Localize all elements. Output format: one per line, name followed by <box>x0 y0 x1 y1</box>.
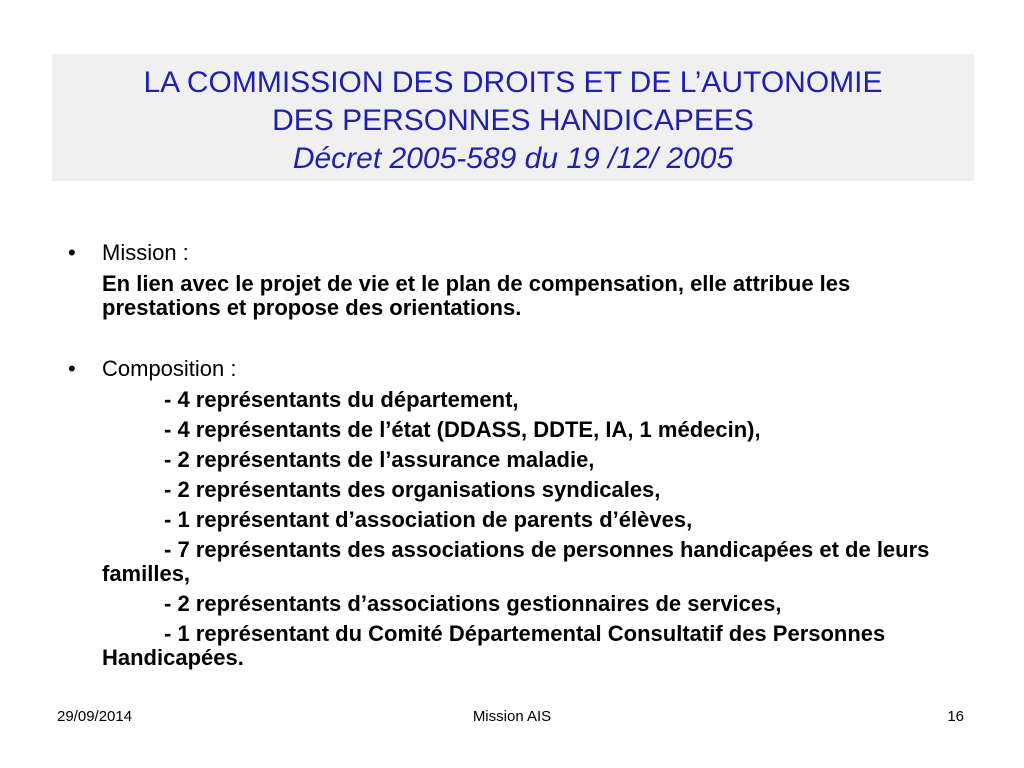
list-item: - 1 représentant du Comité Départemental Consultatif des Personnes Handicapées. <box>102 621 886 670</box>
footer-page-number: 16 <box>947 708 964 725</box>
list-item: - 7 représentants des associations de personnes handicapées et de leurs familles, <box>102 537 930 586</box>
mission-bullet <box>62 240 962 266</box>
composition-bullet <box>62 356 962 382</box>
list-item: - 2 représentants d’associations gestionnaires de services, <box>164 591 782 616</box>
slide-subtitle-decree: Décret 2005-589 du 19 /12/ 2005 <box>292 142 734 175</box>
slide-title-line-2: DES PERSONNES HANDICAPEES <box>272 104 754 137</box>
list-item: - 4 représentants de l’état (DDASS, DDTE, IA, 1 médecin), <box>164 417 761 442</box>
composition-heading: Composition : <box>102 356 237 381</box>
bullet-dot-icon: • <box>68 240 76 265</box>
bullet-dot-icon: • <box>68 356 76 381</box>
composition-list <box>62 388 962 670</box>
list-item: - 2 représentants des organisations syndicales, <box>164 477 661 502</box>
footer-date: 29/09/2014 <box>57 708 133 725</box>
mission-text: En lien avec le projet de vie et le plan de compensation, elle attribue les prestations et propose des orientations. <box>102 271 851 320</box>
slide-title-box <box>52 54 974 181</box>
slide-content <box>62 240 962 670</box>
list-item: - 4 représentants du département, <box>164 387 519 412</box>
mission-heading: Mission : <box>102 240 189 265</box>
list-item: - 1 représentant d’association de parents d’élèves, <box>164 507 693 532</box>
list-item: - 2 représentants de l’assurance maladie, <box>164 447 595 472</box>
slide-title-line-1: LA COMMISSION DES DROITS ET DE L’AUTONOMIE <box>143 66 883 99</box>
section-spacer <box>62 320 962 356</box>
footer-title: Mission AIS <box>472 708 552 725</box>
